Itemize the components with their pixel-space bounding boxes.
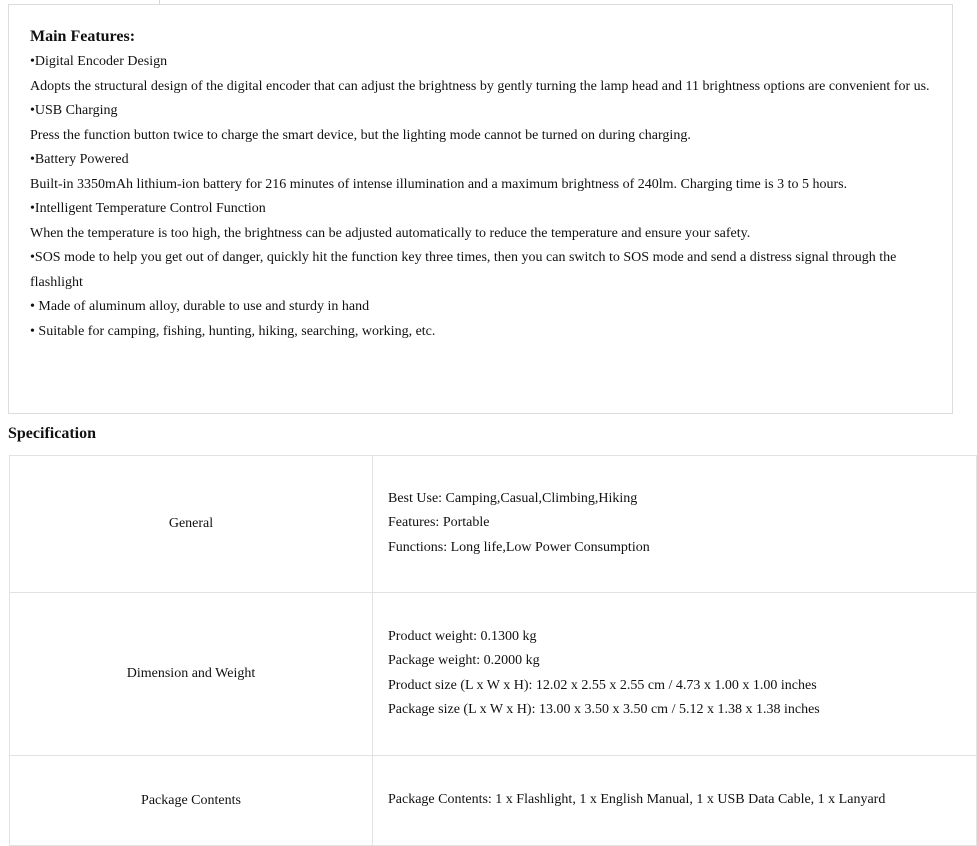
feature-bullet: •Battery Powered [30, 152, 129, 167]
main-features-panel [8, 4, 953, 414]
spec-values [373, 456, 977, 593]
feature-description: Adopts the structural design of the digital encoder that can adjust the brightness by gently turning the lamp head and 11 brightness options are convenient for us. [30, 78, 930, 94]
feature-description: Built-in 3350mAh lithium-ion battery for 216 minutes of intense illumination and a maximum brightness of 240lm. Charging time is 3 to 5 hours. [30, 176, 848, 192]
spec-value-line: Product weight: 0.1300 kg [388, 628, 537, 644]
spec-category: Package Contents [10, 756, 373, 846]
feature-description: Press the function button twice to charge the smart device, but the lighting mode cannot be turned on during charging. [30, 127, 691, 143]
feature-bullet: •SOS mode to help you get out of danger, quickly hit the function key three times, then you can switch to SOS mode and send a distress signal through the flashlight [30, 250, 897, 290]
table-row [10, 756, 977, 846]
spec-value-line: Features: Portable [388, 515, 490, 531]
spec-value-line: Product size (L x W x H): 12.02 x 2.55 x 2.55 cm / 4.73 x 1.00 x 1.00 inches [388, 677, 817, 693]
feature-bullet: •Intelligent Temperature Control Function [30, 201, 266, 216]
feature-bullet: • Suitable for camping, fishing, hunting, hiking, searching, working, etc. [30, 323, 436, 339]
spec-category: Dimension and Weight [10, 593, 373, 756]
spec-value-line: Package weight: 0.2000 kg [388, 653, 540, 668]
specification-table [9, 455, 977, 846]
feature-bullet: •Digital Encoder Design [30, 54, 168, 69]
main-features-heading: Main Features: [30, 28, 136, 45]
spec-value-line: Functions: Long life,Low Power Consumption [388, 539, 650, 555]
table-row [10, 593, 977, 756]
feature-description: When the temperature is too high, the brightness can be adjusted automatically to reduce the temperature and ensure your safety. [30, 225, 751, 241]
feature-bullet: • Made of aluminum alloy, durable to use and sturdy in hand [30, 299, 370, 314]
table-row [10, 456, 977, 593]
spec-values [373, 756, 977, 846]
spec-value-line: Package Contents: 1 x Flashlight, 1 x English Manual, 1 x USB Data Cable, 1 x Lanyard [388, 791, 886, 807]
spec-values [373, 593, 977, 756]
spec-value-line: Best Use: Camping,Casual,Climbing,Hiking [388, 490, 638, 506]
spec-value-line: Package size (L x W x H): 13.00 x 3.50 x 3.50 cm / 5.12 x 1.38 x 1.38 inches [388, 702, 820, 717]
specification-heading: Specification [8, 425, 96, 442]
spec-category: General [10, 456, 373, 593]
feature-bullet: •USB Charging [30, 103, 118, 118]
